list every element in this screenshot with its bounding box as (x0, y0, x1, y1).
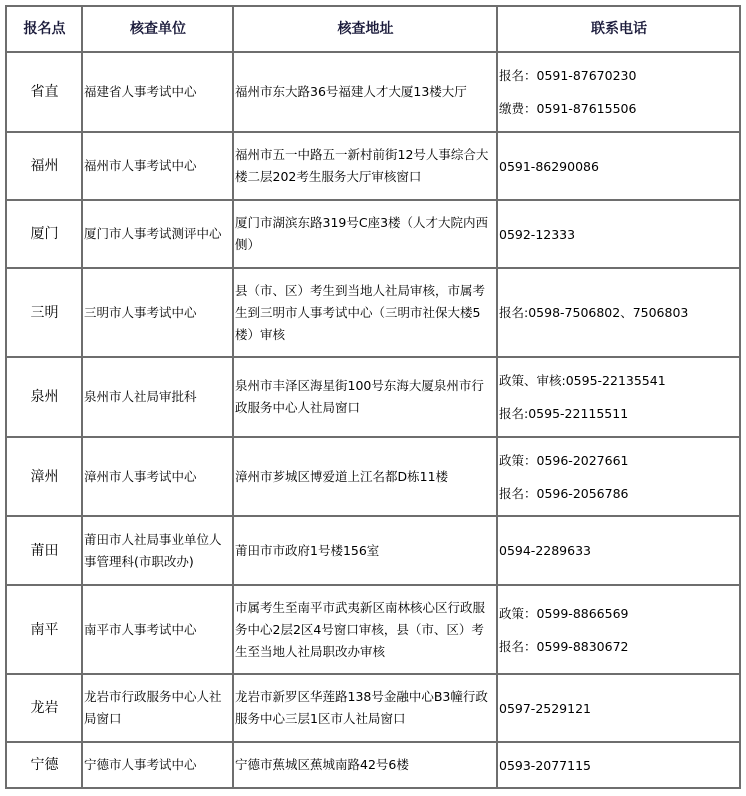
cell-location: 泉州 (6, 357, 82, 437)
phone-line: 报名：0591-87670230 (499, 68, 637, 83)
phone-line: 报名：0599-8830672 (499, 638, 629, 654)
cell-location: 厦门 (6, 200, 82, 268)
phone-line: 政策：0596-2027661 (499, 452, 629, 468)
cell-phone (497, 516, 740, 585)
cell-address: 福州市东大路36号福建人才大厦13楼大厅 (233, 52, 497, 132)
cell-phone (497, 585, 740, 674)
phone-line: 缴费：0591-87615506 (499, 101, 637, 116)
phone-line: 0592-12333 (499, 226, 576, 242)
cell-address: 莆田市市政府1号楼156室 (233, 516, 497, 585)
cell-address: 县（市、区）考生到当地人社局审核，市属考生到三明市人事考试中心（三明市社保大楼5楼）审核 (233, 268, 497, 357)
table-row (6, 132, 740, 200)
cell-location: 漳州 (6, 437, 82, 516)
table-row (6, 516, 740, 585)
cell-phone (497, 132, 740, 200)
cell-address: 市属考生至南平市武夷新区南林核心区行政服务中心2层2区4号窗口审核，县（市、区）考生至当地人社局职改办审核 (233, 585, 497, 674)
cell-unit: 南平市人事考试中心 (82, 585, 233, 674)
cell-unit: 福建省人事考试中心 (82, 52, 233, 132)
cell-phone (497, 437, 740, 516)
cell-unit: 福州市人事考试中心 (82, 132, 233, 200)
table-row (6, 268, 740, 357)
cell-phone (497, 200, 740, 268)
cell-location: 龙岩 (6, 674, 82, 742)
cell-phone (497, 52, 740, 132)
table-row (6, 52, 740, 132)
verification-contacts-table (5, 5, 741, 789)
phone-line: 0597-2529121 (499, 700, 591, 716)
phone-line: 0591-86290086 (499, 158, 599, 174)
table-header-row (6, 6, 740, 52)
cell-location: 宁德 (6, 742, 82, 788)
phone-line: 0594-2289633 (499, 543, 591, 558)
table-row (6, 437, 740, 516)
phone-line: 报名:0595-22115511 (499, 406, 629, 421)
cell-location: 南平 (6, 585, 82, 674)
phone-line: 报名：0596-2056786 (499, 485, 629, 501)
cell-phone (497, 674, 740, 742)
table-row (6, 357, 740, 437)
cell-unit: 三明市人事考试中心 (82, 268, 233, 357)
cell-address: 龙岩市新罗区华莲路138号金融中心B3幢行政服务中心三层1区市人社局窗口 (233, 674, 497, 742)
header-location: 报名点 (6, 6, 82, 52)
cell-address: 福州市五一中路五一新村前街12号人事综合大楼二层202考生服务大厅审核窗口 (233, 132, 497, 200)
cell-unit: 宁德市人事考试中心 (82, 742, 233, 788)
cell-unit: 莆田市人社局事业单位人事管理科(市职改办) (82, 516, 233, 585)
header-unit: 核查单位 (82, 6, 233, 52)
cell-unit: 漳州市人事考试中心 (82, 437, 233, 516)
cell-phone (497, 742, 740, 788)
phone-line: 政策：0599-8866569 (499, 605, 629, 621)
header-address: 核查地址 (233, 6, 497, 52)
cell-unit: 厦门市人事考试测评中心 (82, 200, 233, 268)
cell-location: 三明 (6, 268, 82, 357)
cell-unit: 泉州市人社局审批科 (82, 357, 233, 437)
cell-unit: 龙岩市行政服务中心人社局窗口 (82, 674, 233, 742)
cell-phone (497, 357, 740, 437)
header-phone: 联系电话 (497, 6, 740, 52)
table-row (6, 742, 740, 788)
cell-location: 莆田 (6, 516, 82, 585)
phone-line: 报名:0598-7506802、7506803 (499, 305, 689, 320)
cell-address: 泉州市丰泽区海星街100号东海大厦泉州市行政服务中心人社局窗口 (233, 357, 497, 437)
cell-address: 漳州市芗城区博爱道上江名都D栋11楼 (233, 437, 497, 516)
phone-line: 0593-2077115 (499, 757, 591, 773)
cell-phone (497, 268, 740, 357)
table-row (6, 674, 740, 742)
cell-location: 福州 (6, 132, 82, 200)
table-row (6, 585, 740, 674)
table-row (6, 200, 740, 268)
cell-location: 省直 (6, 52, 82, 132)
cell-address: 厦门市湖滨东路319号C座3楼（人才大院内西侧） (233, 200, 497, 268)
phone-line: 政策、审核:0595-22135541 (499, 373, 666, 388)
cell-address: 宁德市蕉城区蕉城南路42号6楼 (233, 742, 497, 788)
